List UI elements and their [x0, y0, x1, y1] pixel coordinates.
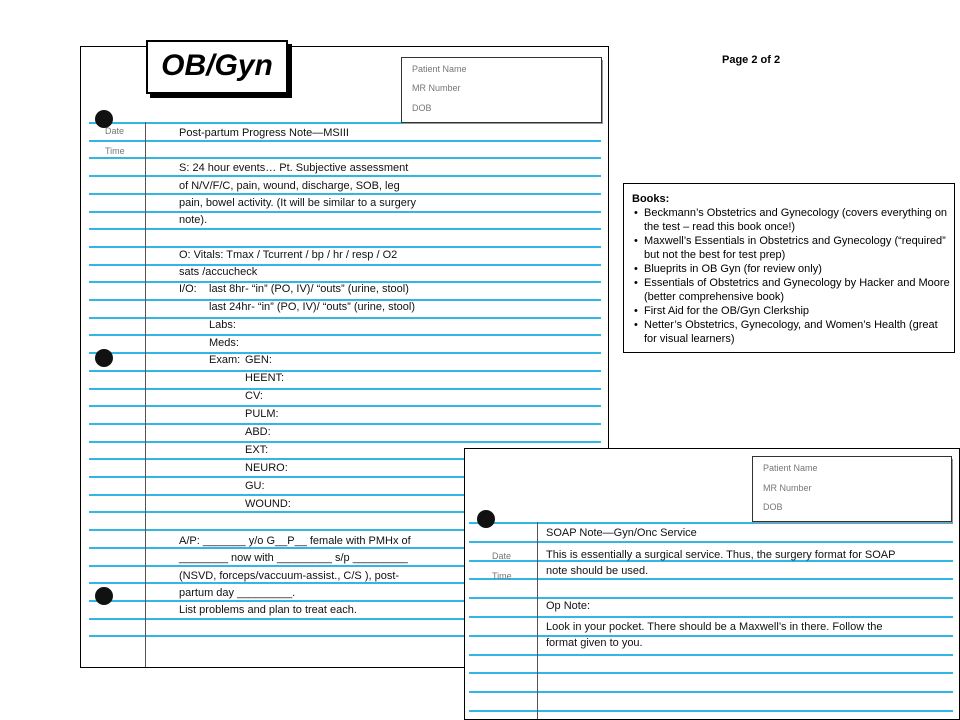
exam-item: WOUND:	[245, 498, 291, 510]
title-box	[146, 40, 288, 94]
exam-item: HEENT:	[245, 372, 285, 384]
note-heading: Post-partum Progress Note—MSIII	[179, 127, 349, 139]
exam-item: PULM:	[245, 408, 279, 420]
ruled-line	[469, 541, 953, 543]
note-line: pain, bowel activity. (It will be similar to a surgery	[179, 197, 416, 209]
books-heading: Books:	[632, 193, 670, 205]
patient-name-label: Patient Name	[763, 463, 818, 473]
ruled-line	[89, 405, 601, 407]
ruled-line	[469, 597, 953, 599]
patient-name-label: Patient Name	[412, 64, 467, 74]
ruled-line	[469, 691, 953, 693]
book-item: • First Aid for the OB/Gyn Clerkship	[632, 304, 950, 318]
ruled-line	[89, 370, 601, 372]
dob-label: DOB	[412, 103, 432, 113]
book-item: • Beckmann’s Obstetrics and Gynecology (covers everything on the test – read this book once!)	[632, 206, 950, 234]
book-item: • Netter’s Obstetrics, Gynecology, and Women’s Health (great for visual learners)	[632, 318, 950, 346]
ruled-line	[89, 423, 601, 425]
note-line: O: Vitals: Tmax / Tcurrent / bp / hr / resp / O2	[179, 249, 398, 261]
mr-number-label: MR Number	[412, 83, 461, 93]
soap-line: This is essentially a surgical service. Thus, the surgery format for SOAP	[546, 549, 896, 561]
note-line: (NSVD, forceps/vaccuum-assist., C/S ), post-	[179, 570, 400, 582]
note-line: S: 24 hour events… Pt. Subjective assessment	[179, 162, 409, 174]
ruled-line	[469, 672, 953, 674]
book-item: • Essentials of Obstetrics and Gynecology by Hacker and Moore (better comprehensive book)	[632, 276, 950, 304]
note-line: A/P: _______ y/o G__P__ female with PMHx of	[179, 535, 411, 547]
exam-item: EXT:	[245, 444, 269, 456]
ruled-line	[89, 388, 601, 390]
exam-item: ABD:	[245, 426, 271, 438]
ruled-line	[469, 654, 953, 656]
note-line: last 24hr- “in” (PO, IV)/ “outs” (urine, stool)	[209, 301, 415, 313]
exam-item: GEN:	[245, 354, 272, 366]
note-line: of N/V/F/C, pain, wound, discharge, SOB, leg	[179, 180, 400, 192]
exam-item: CV:	[245, 390, 263, 402]
date-label: Date	[492, 551, 512, 561]
ruled-line	[89, 352, 601, 354]
dob-label: DOB	[763, 502, 783, 512]
page-indicator: Page 2 of 2	[722, 54, 781, 66]
soap-line: Look in your pocket. There should be a Maxwell’s in there. Follow the	[546, 621, 883, 633]
book-item: • Maxwell’s Essentials in Obstetrics and Gynecology (“required” but not the best for test prep)	[632, 234, 950, 262]
ruled-line	[469, 616, 953, 618]
exam-label: Exam:	[209, 354, 241, 366]
ruled-line	[89, 317, 601, 319]
time-label: Time	[492, 571, 512, 581]
note-line: Labs:	[209, 319, 236, 331]
binder-hole-4	[477, 510, 495, 528]
ruled-line	[89, 441, 601, 443]
ruled-line	[469, 578, 953, 580]
books-list	[632, 206, 950, 346]
mr-number-label: MR Number	[763, 483, 812, 493]
op-note-label: Op Note:	[546, 600, 591, 612]
note-line: ________ now with _________ s/p _________	[179, 552, 408, 564]
exam-item: NEURO:	[245, 462, 288, 474]
patient-info-box	[752, 456, 952, 522]
books-box	[623, 183, 955, 353]
ruled-line	[89, 228, 601, 230]
note-line: sats /accucheck	[179, 266, 258, 278]
note-line: partum day _________.	[179, 587, 296, 599]
book-item: • Blueprits in OB Gyn (for review only)	[632, 262, 950, 276]
binder-hole-3	[95, 587, 113, 605]
note-line: Meds:	[209, 337, 239, 349]
io-label: I/O:	[179, 283, 197, 295]
soap-line: format given to you.	[546, 637, 643, 649]
exam-item: GU:	[245, 480, 265, 492]
ruled-line	[89, 334, 601, 336]
note-line: last 8hr- “in” (PO, IV)/ “outs” (urine, stool)	[209, 283, 409, 295]
patient-info-box	[401, 57, 602, 123]
time-label: Time	[105, 146, 125, 156]
page-title: OB/Gyn	[161, 49, 273, 82]
note-line: List problems and plan to treat each.	[179, 604, 357, 616]
soap-line: note should be used.	[546, 565, 649, 577]
binder-hole-2	[95, 349, 113, 367]
note-line: note).	[179, 214, 208, 226]
margin-line	[537, 522, 538, 719]
soap-note-card	[464, 448, 960, 720]
ruled-line	[469, 710, 953, 712]
margin-line	[145, 122, 146, 667]
soap-heading: SOAP Note—Gyn/Onc Service	[546, 527, 697, 539]
date-label: Date	[105, 126, 125, 136]
